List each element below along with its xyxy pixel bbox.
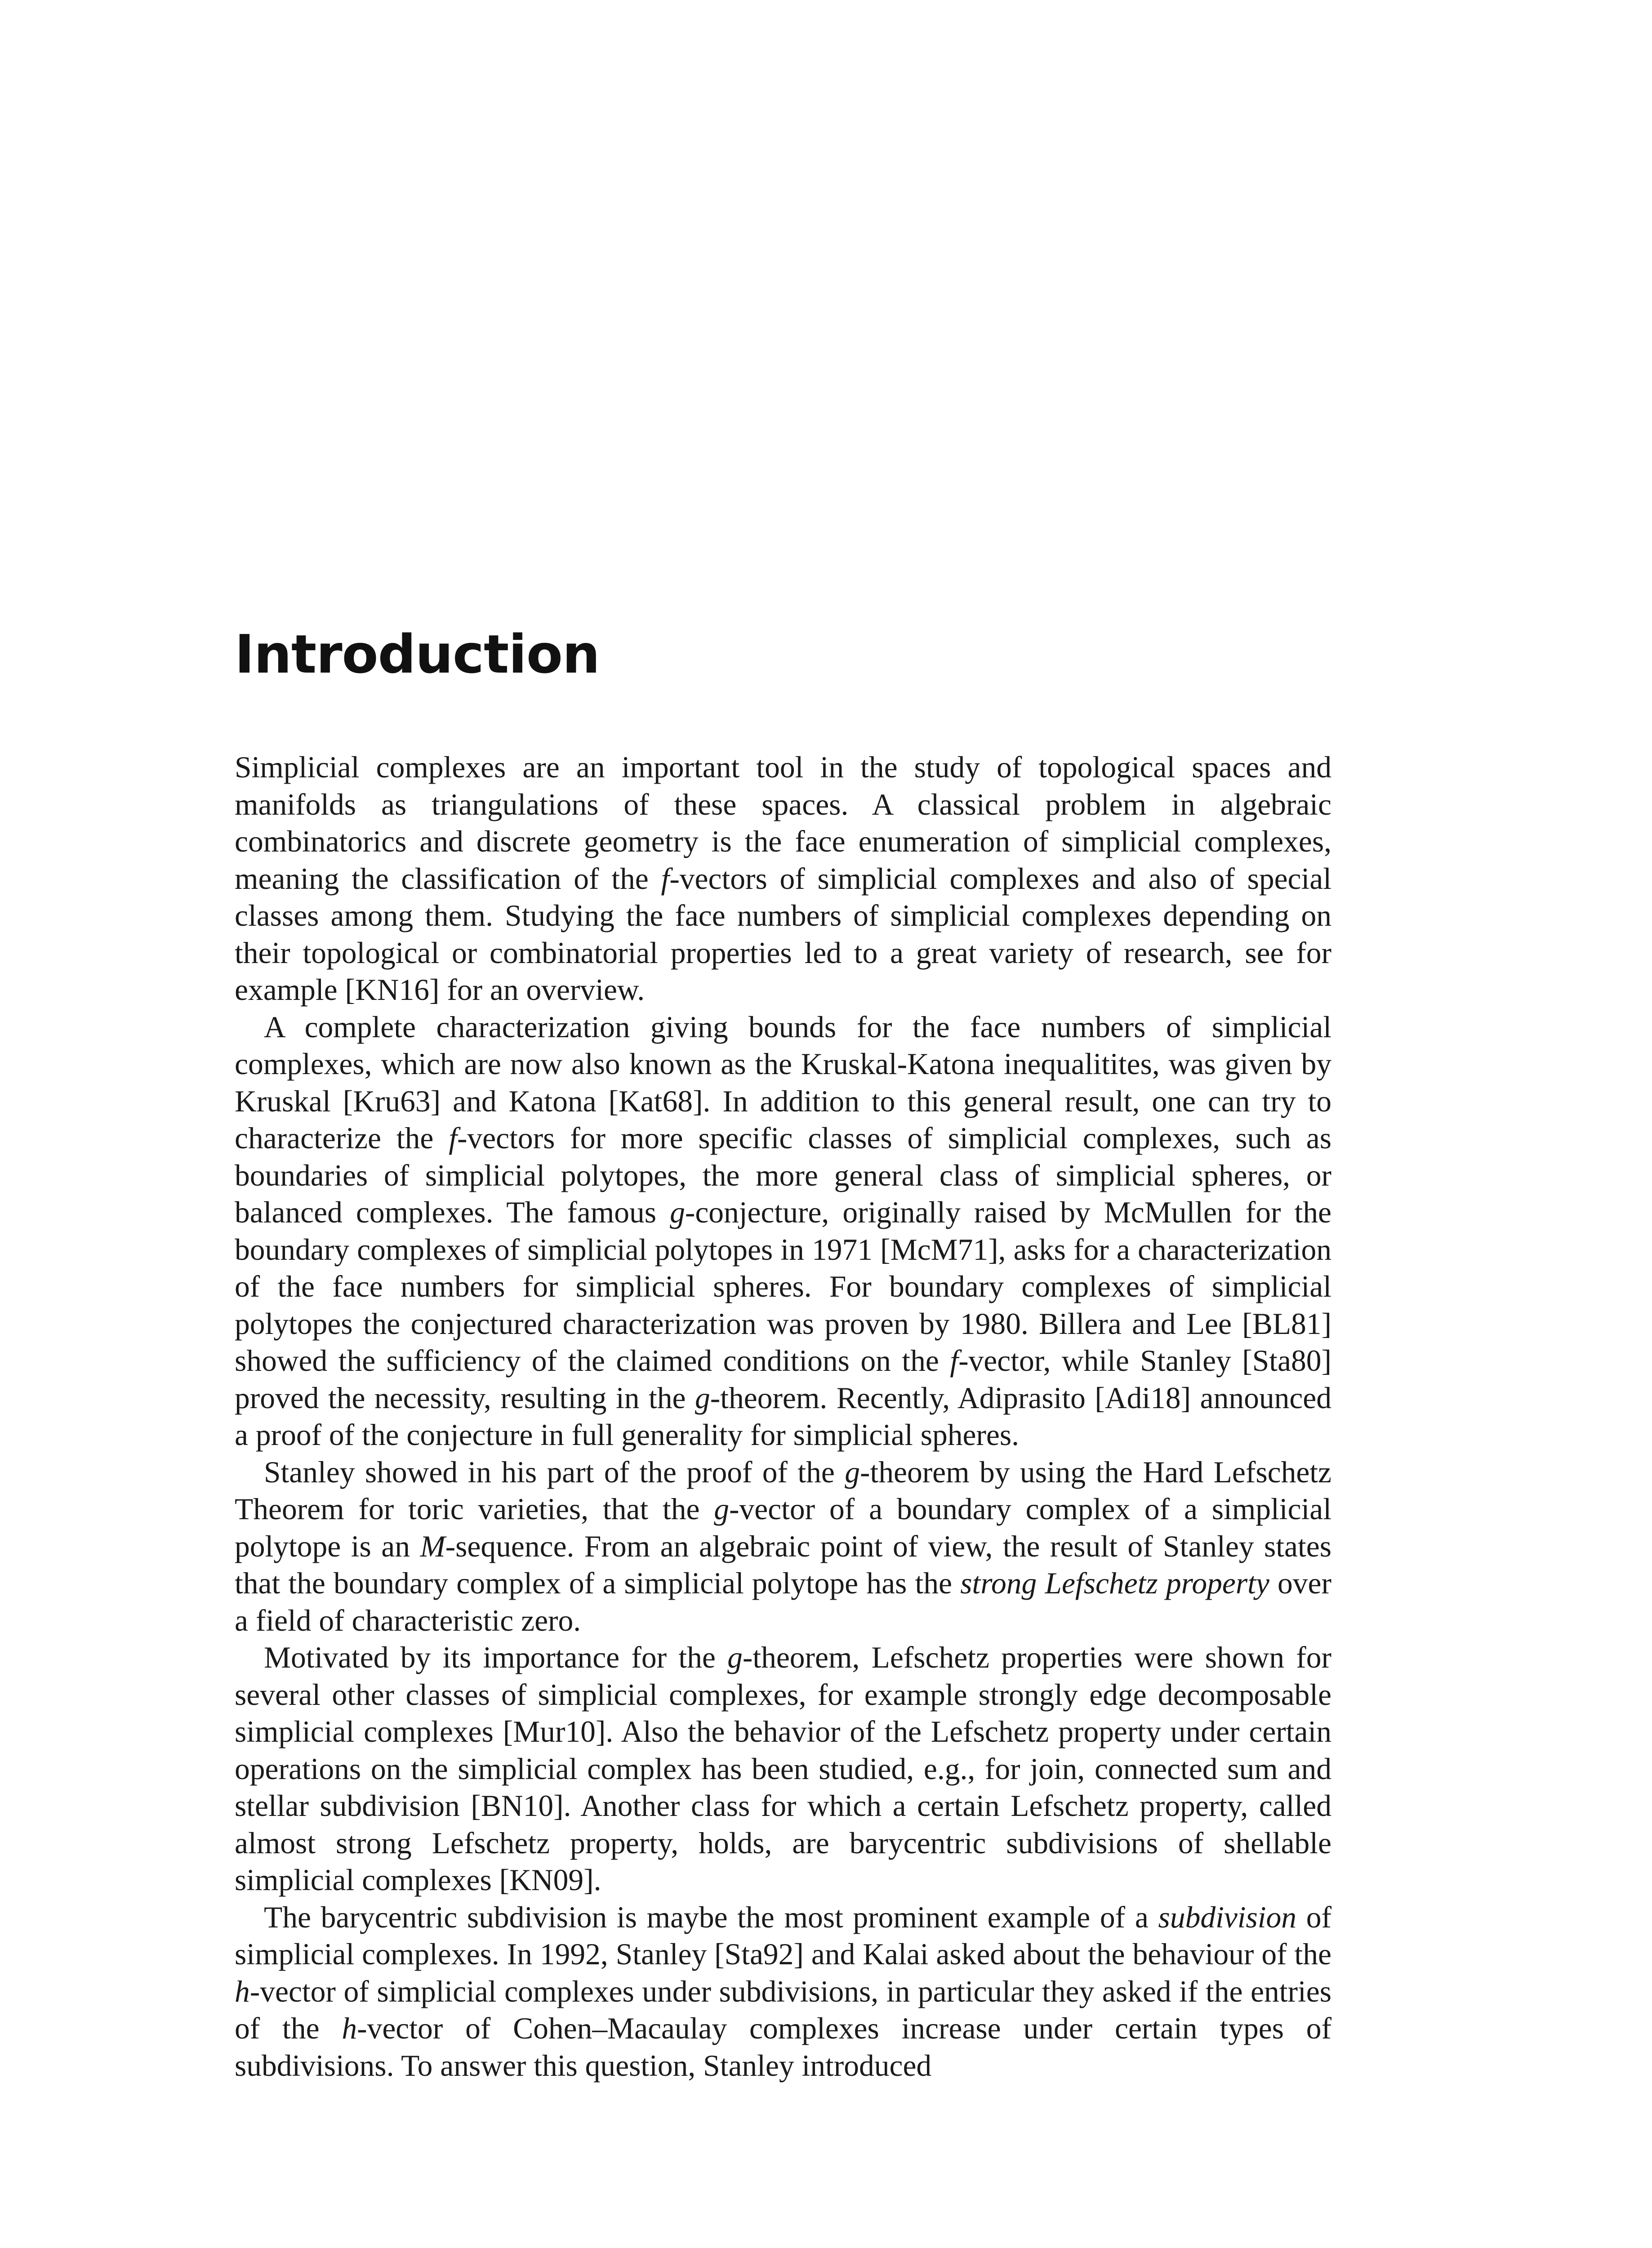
text-segment: Motivated by its importance for the [264,1641,728,1674]
paragraph [235,749,1331,1009]
math-symbol: g [670,1195,685,1229]
math-symbol: f [661,861,670,896]
text-segment: -theorem. Recently, Adiprasito [Adi18] announced a proof of the conjecture in full generality for simplicial spheres. [235,1381,1332,1452]
text-segment: -sequence. From an algebraic point of view, the result of Stanley states that the boundary complex of a simplicial polytope has the [235,1529,1331,1600]
math-symbol: g [714,1492,730,1526]
math-symbol: h [235,1974,250,2008]
text-segment: -conjecture, originally raised by McMullen for the boundary complexes of simplicial polytopes in 1971 [McM71], asks for a characterization of the face numbers for simplicial spheres. For boundary complexes of simplicial polytopes the conjectured characterization was proven by 1980. Billera and Lee [BL81] showed the sufficiency of the claimed conditions on the [235,1195,1331,1378]
text-segment: Simplicial complexes are an important tool in the study of topological spaces and manifolds as triangulations of these spaces. A classical problem in algebraic combinatorics and discrete geometry is the face enumeration of simplicial complexes, meaning the classification of the [235,750,1331,896]
math-symbol: g [695,1381,710,1415]
math-symbol: h [342,2012,357,2045]
paragraph [235,1639,1331,1899]
math-symbol: f [950,1344,959,1378]
paragraph [235,1899,1331,2085]
text-segment: -theorem, Lefschetz properties were shown for several other classes of simplicial complexes, for example strongly edge decomposable simplicial complexes [Mur10]. Also the behavior of the Lefschetz property under certain operations on the simplicial complex has been studied, e.g., for join, connected sum and stellar subdivision [BN10]. Another class for which a certain Lefschetz property, called almost strong Lefschetz property, holds, are barycentric subdivisions of shellable simplicial complexes [KN09]. [235,1641,1331,1897]
text-segment: -vector of simplicial complexes under subdivisions, in particular they asked if the entries of the [235,1974,1331,2045]
text-segment: -vectors of simplicial complexes and also of special classes among them. Studying the face numbers of simplicial complexes depending on their topological or combinatorial properties led to a great variety of research, see for example [KN16] for an overview. [235,861,1331,1007]
paragraph [235,1454,1331,1640]
text-segment: of simplicial complexes. In 1992, Stanley [Sta92] and Kalai asked about the behaviour of the [235,1900,1331,1971]
math-symbol: g [727,1641,743,1674]
text-segment: over a field of characteristic zero. [235,1566,1331,1637]
text-segment: A complete characterization giving bounds for the face numbers of simplicial complexes, which are now also known as the Kruskal-Katona inequalitites, was given by Kruskal [Kru63] and Katona [Kat68]. In addition to this general result, one can try to characterize the [235,1010,1331,1155]
math-symbol: M [420,1529,445,1563]
math-symbol: f [449,1121,457,1155]
chapter-body [235,749,1331,2084]
text-segment: -vector of a boundary complex of a simplicial polytope is an [235,1492,1331,1563]
math-symbol: g [845,1455,860,1489]
text-segment: -vector of Cohen–Macaulay complexes increase under certain types of subdivisions. To answer this question, Stanley introduced [235,2012,1331,2083]
emphasized-term: subdivision [1158,1900,1297,1934]
text-segment: Stanley showed in his part of the proof of the [264,1455,845,1489]
emphasized-term: strong Lefschetz property [960,1566,1269,1600]
text-segment: -theorem by using the Hard Lefschetz Theorem for toric varieties, that the [235,1455,1331,1526]
text-segment: The barycentric subdivision is maybe the most prominent example of a [264,1900,1158,1934]
text-segment: -vectors for more specific classes of simplicial complexes, such as boundaries of simplicial polytopes, the more general class of simplicial spheres, or balanced complexes. The famous [235,1121,1331,1229]
text-segment: -vector, while Stanley [Sta80] proved the necessity, resulting in the [235,1344,1331,1415]
chapter-title: Introduction [235,623,600,685]
paragraph [235,1009,1331,1454]
